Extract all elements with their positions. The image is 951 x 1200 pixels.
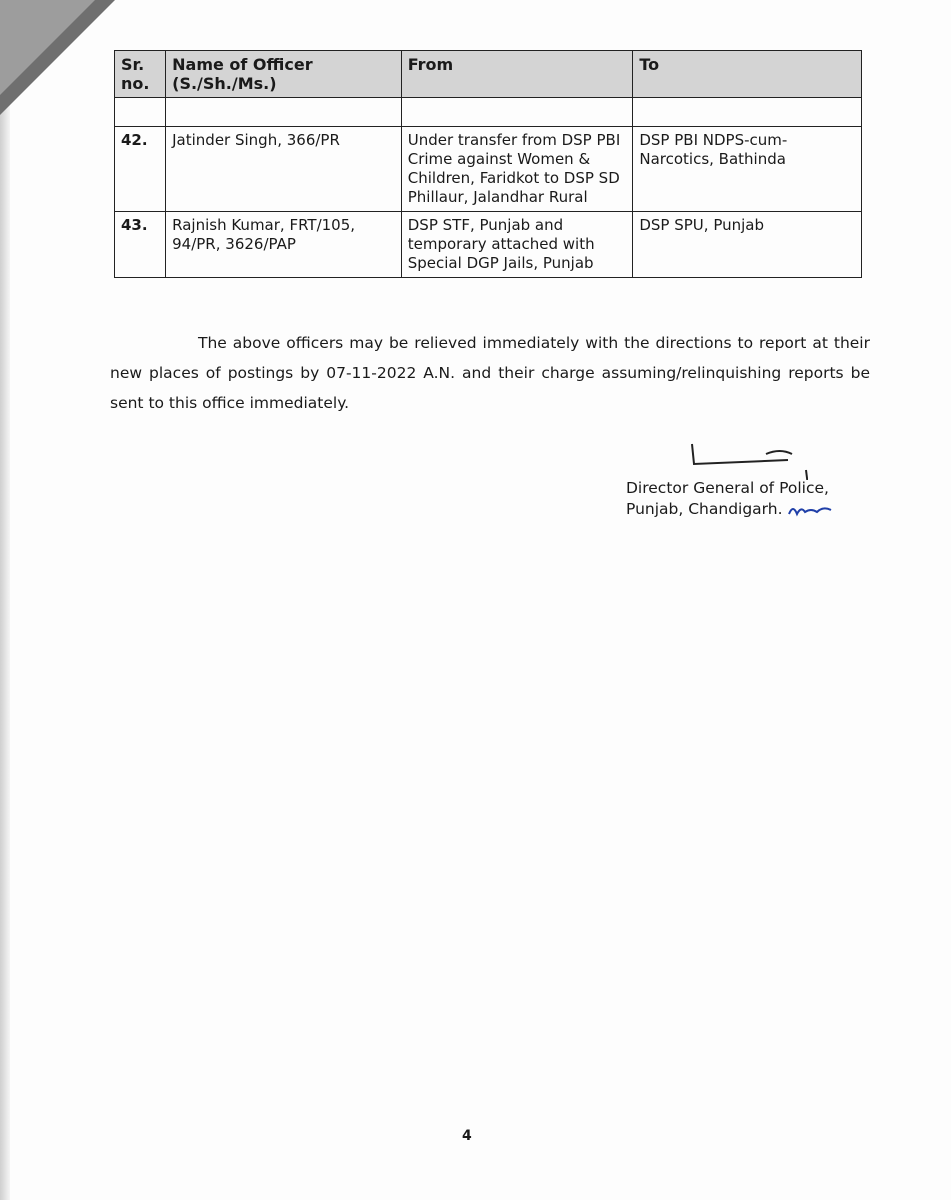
header-officer-name: Name of Officer (S./Sh./Ms.) (166, 51, 402, 98)
spacer-cell (166, 98, 402, 127)
row-from: DSP STF, Punjab and temporary attached with Special DGP Jails, Punjab (401, 212, 633, 278)
row-to: DSP PBI NDPS-cum-Narcotics, Bathinda (633, 127, 862, 212)
row-officer-name: Rajnish Kumar, FRT/105, 94/PR, 3626/PAP (166, 212, 402, 278)
table-spacer-row (115, 98, 862, 127)
table-row (115, 127, 862, 212)
page-left-edge (0, 0, 10, 1200)
page-number: 4 (462, 1128, 472, 1144)
initials-mark (787, 502, 835, 518)
header-sr-no: Sr. no. (115, 51, 166, 98)
signatory-location: Punjab, Chandigarh. (626, 500, 783, 518)
row-sr-no: 43. (115, 212, 166, 278)
transfer-table (114, 50, 862, 278)
row-to: DSP SPU, Punjab (633, 212, 862, 278)
row-officer-name: Jatinder Singh, 366/PR (166, 127, 402, 212)
instruction-text: The above officers may be relieved immediately with the directions to report at their new places of postings by 07-11-2022 A.N. and their charge assuming/relinquishing reports be sent to this office immediately. (110, 334, 870, 412)
table-header-row (115, 51, 862, 98)
spacer-cell (633, 98, 862, 127)
header-from: From (401, 51, 633, 98)
folded-corner-shade (0, 0, 95, 95)
header-to: To (633, 51, 862, 98)
row-from: Under transfer from DSP PBI Crime against Women & Children, Faridkot to DSP SD Phillaur, Jalandhar Rural (401, 127, 633, 212)
row-sr-no: 42. (115, 127, 166, 212)
spacer-cell (115, 98, 166, 127)
table-row (115, 212, 862, 278)
spacer-cell (401, 98, 633, 127)
instruction-paragraph (110, 328, 870, 418)
signatory-title: Director General of Police, (626, 479, 829, 497)
signatory-block (626, 478, 835, 520)
signature-image (688, 440, 808, 480)
